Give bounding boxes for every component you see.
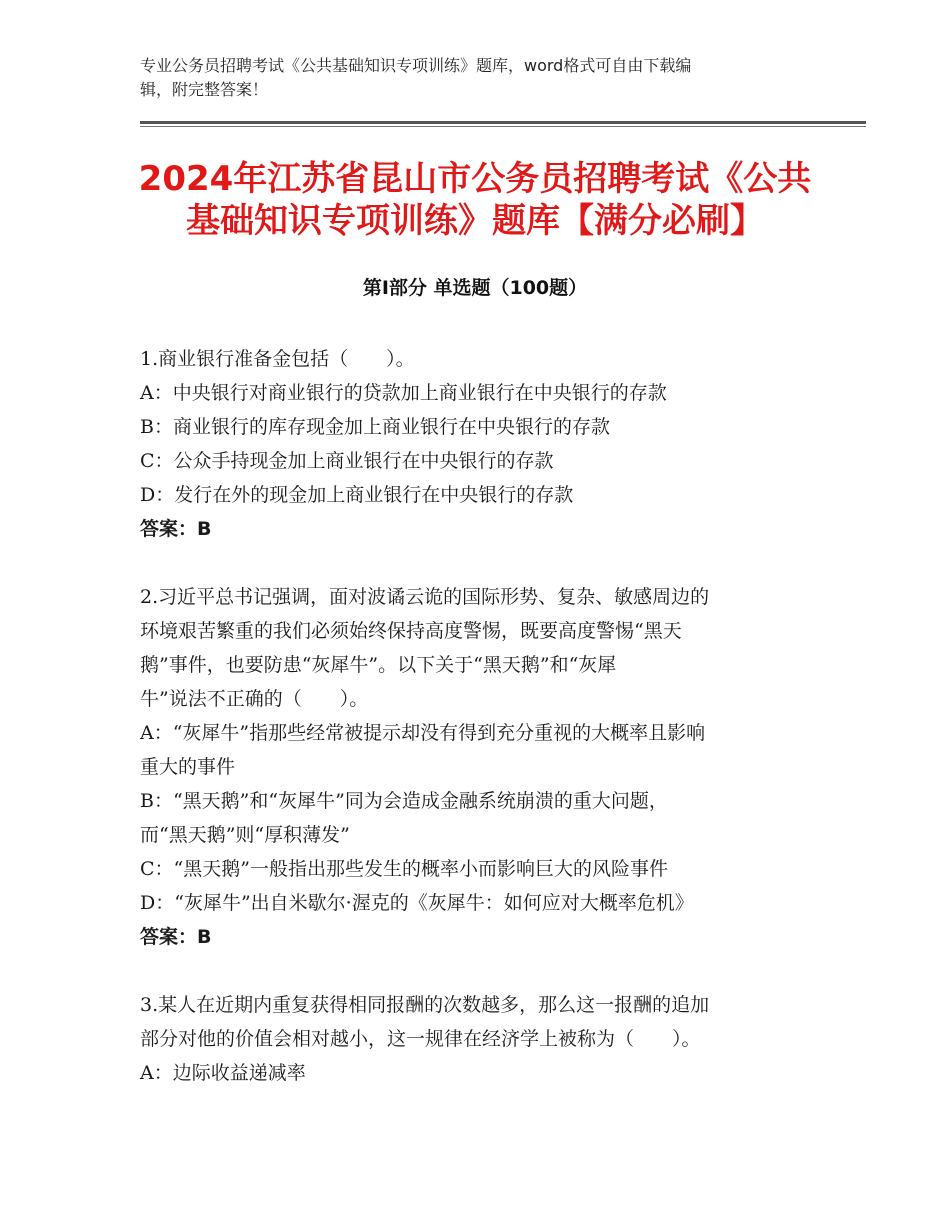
option-b: B：“黑天鹅”和“灰犀牛”同为会造成金融系统崩溃的重大问题， bbox=[140, 790, 668, 812]
question-stem: 牛”说法不正确的（ ）。 bbox=[140, 688, 369, 710]
question-item bbox=[140, 988, 810, 1090]
question-list bbox=[140, 342, 810, 1090]
question-stem: 1.商业银行准备金包括（ ）。 bbox=[140, 348, 415, 370]
option-a: A：中央银行对商业银行的贷款加上商业银行在中央银行的存款 bbox=[140, 382, 667, 404]
header-divider-thin bbox=[140, 126, 866, 127]
document-title-line: 基础知识专项训练》题库【满分必刷】 bbox=[186, 201, 764, 241]
section-heading: 第Ⅰ部分 单选题（100题） bbox=[362, 277, 588, 299]
question-spacer bbox=[140, 954, 810, 988]
document-title-line: 2024年江苏省昆山市公务员招聘考试《公共 bbox=[138, 159, 812, 199]
option-d: D：发行在外的现金加上商业银行在中央银行的存款 bbox=[140, 484, 574, 506]
question-stem: 鹅”事件，也要防患“灰犀牛”。以下关于“黑天鹅”和“灰犀 bbox=[140, 654, 617, 676]
header-note bbox=[140, 54, 800, 102]
header-note-line: 辑，附完整答案！ bbox=[140, 80, 269, 99]
option-c: C：公众手持现金加上商业银行在中央银行的存款 bbox=[140, 450, 554, 472]
question-stem: 环境艰苦繁重的我们必须始终保持高度警惕，既要高度警惕“黑天 bbox=[140, 620, 682, 642]
option-b: B：商业银行的库存现金加上商业银行在中央银行的存款 bbox=[140, 416, 610, 438]
question-stem: 部分对他的价值会相对越小，这一规律在经济学上被称为（ ）。 bbox=[140, 1028, 701, 1050]
question-stem: 2.习近平总书记强调，面对波谲云诡的国际形势、复杂、敏感周边的 bbox=[140, 586, 710, 608]
option-d: D：“灰犀牛”出自米歇尔·渥克的《灰犀牛：如何应对大概率危机》 bbox=[140, 892, 694, 914]
option-a: A：边际收益递减率 bbox=[140, 1062, 306, 1084]
question-spacer bbox=[140, 546, 810, 580]
question-item bbox=[140, 580, 810, 954]
option-c: C：“黑天鹅”一般指出那些发生的概率小而影响巨大的风险事件 bbox=[140, 858, 668, 880]
header-divider bbox=[140, 121, 866, 124]
answer-label: 答案：B bbox=[140, 926, 212, 948]
option-a-continued: 重大的事件 bbox=[140, 756, 236, 778]
option-b-continued: 而“黑天鹅”则“厚积薄发” bbox=[140, 824, 350, 846]
question-item bbox=[140, 342, 810, 546]
header-note-line: 专业公务员招聘考试《公共基础知识专项训练》题库，word格式可自由下载编 bbox=[140, 56, 692, 75]
answer-label: 答案：B bbox=[140, 518, 212, 540]
question-stem: 3.某人在近期内重复获得相同报酬的次数越多，那么这一报酬的追加 bbox=[140, 994, 710, 1016]
document-title bbox=[135, 158, 815, 242]
option-a: A：“灰犀牛”指那些经常被提示却没有得到充分重视的大概率且影响 bbox=[140, 722, 706, 744]
